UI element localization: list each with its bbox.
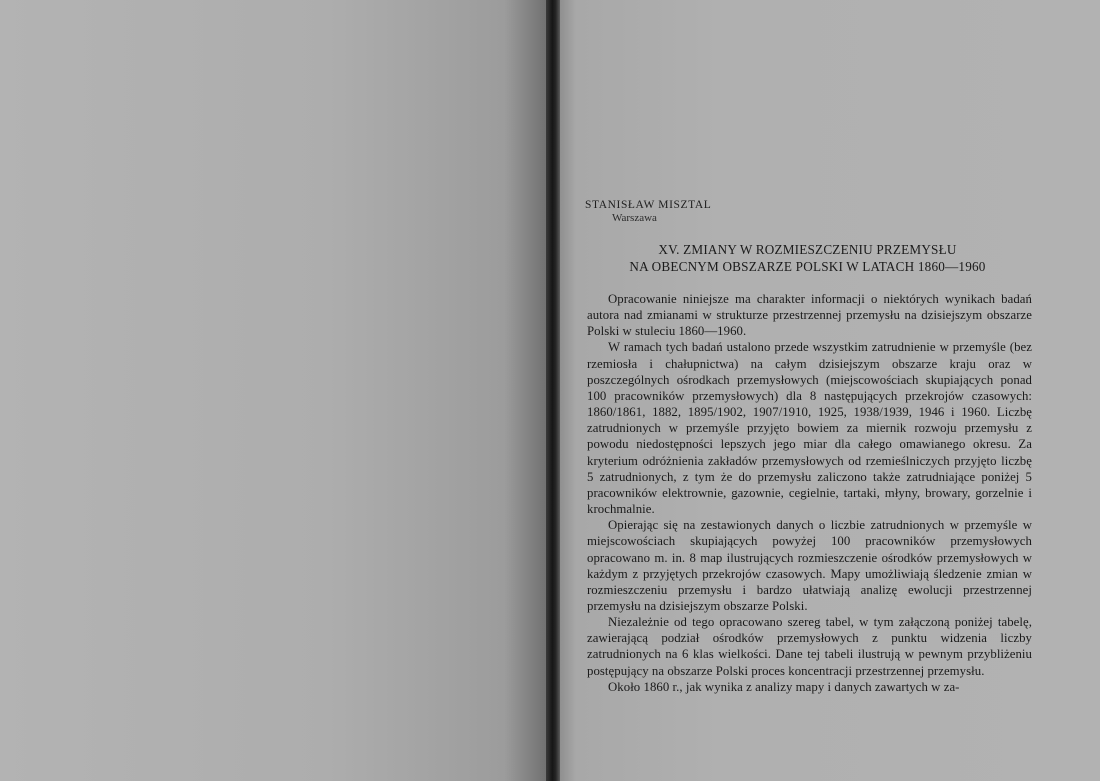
author-name: STANISŁAW MISZTAL xyxy=(585,199,712,211)
chapter-title-line-2: NA OBECNYM OBSZARZE POLSKI W LATACH 1860—1960 xyxy=(629,259,986,274)
book-gutter xyxy=(546,0,560,781)
paragraph: Opracowanie niniejsze ma charakter informacji o niektórych wynikach badań autora nad zmianami w strukturze przestrzennej przemysłu na dzisiejszym obszarze Polski w stuleciu 1860—1960. xyxy=(587,292,1032,339)
blank-left-page xyxy=(0,0,548,781)
author-city: Warszawa xyxy=(612,212,657,224)
chapter-title-line-1: XV. ZMIANY W ROZMIESZCZENIU PRZEMYSŁU xyxy=(658,242,957,257)
paragraph: Niezależnie od tego opracowano szereg tabel, w tym załączoną poniżej tabelę, zawierającą podział ośrodków przemysłowych z punktu widzenia liczby zatrudnionych na 6 klas wielkości. Dane tej tabeli ilustrują w pewnym przybliżeniu postępujący na obszarze Polski proces koncentracji przestrzennej przemysłu. xyxy=(587,615,1032,678)
paragraph: Około 1860 r., jak wynika z analizy mapy i danych zawartych w za- xyxy=(608,679,960,694)
body-text xyxy=(587,291,1032,695)
paragraph: W ramach tych badań ustalono przede wszystkim zatrudnienie w przemyśle (bez rzemiosła i chałupnictwa) na całym dzisiejszym obszarze kraju oraz w poszczególnych ośrodkach przemysłowych (miejscowościach skupiających ponad 100 pracowników przemysłowych) dla 8 następujących przekrojów czasowych: 1860/1861, 1882, 1895/1902, 1907/1910, 1925, 1938/1939, 1946 i 1960. Liczbę zatrudnionych w przemyśle przyjęto bowiem za miernik rozwoju przemysłu z powodu niedostępności lepszych jego miar dla całego omawianego okresu. Za kryterium odróżnienia zakładów przemysłowych od rzemieślniczych przyjęto liczbę 5 zatrudnionych, z tym że do przemysłu zaliczono także zatrudniające poniżej 5 pracowników elektrownie, gazownie, cegielnie, tartaki, młyny, browary, gorzelnie i krochmalnie. xyxy=(587,340,1032,517)
paragraph: Opierając się na zestawionych danych o liczbie zatrudnionych w przemyśle w miejscowościach skupiających powyżej 100 pracowników przemysłowych opracowano m. in. 8 map ilustrujących rozmieszczenie ośrodków przemysłowych w każdym z przyjętych przekrojów czasowych. Mapy umożliwiają śledzenie zmian w rozmieszczeniu przemysłu i bardzo ułatwiają analizę ewolucji przestrzennej przemysłu na dzisiejszym obszarze Polski. xyxy=(587,518,1032,613)
